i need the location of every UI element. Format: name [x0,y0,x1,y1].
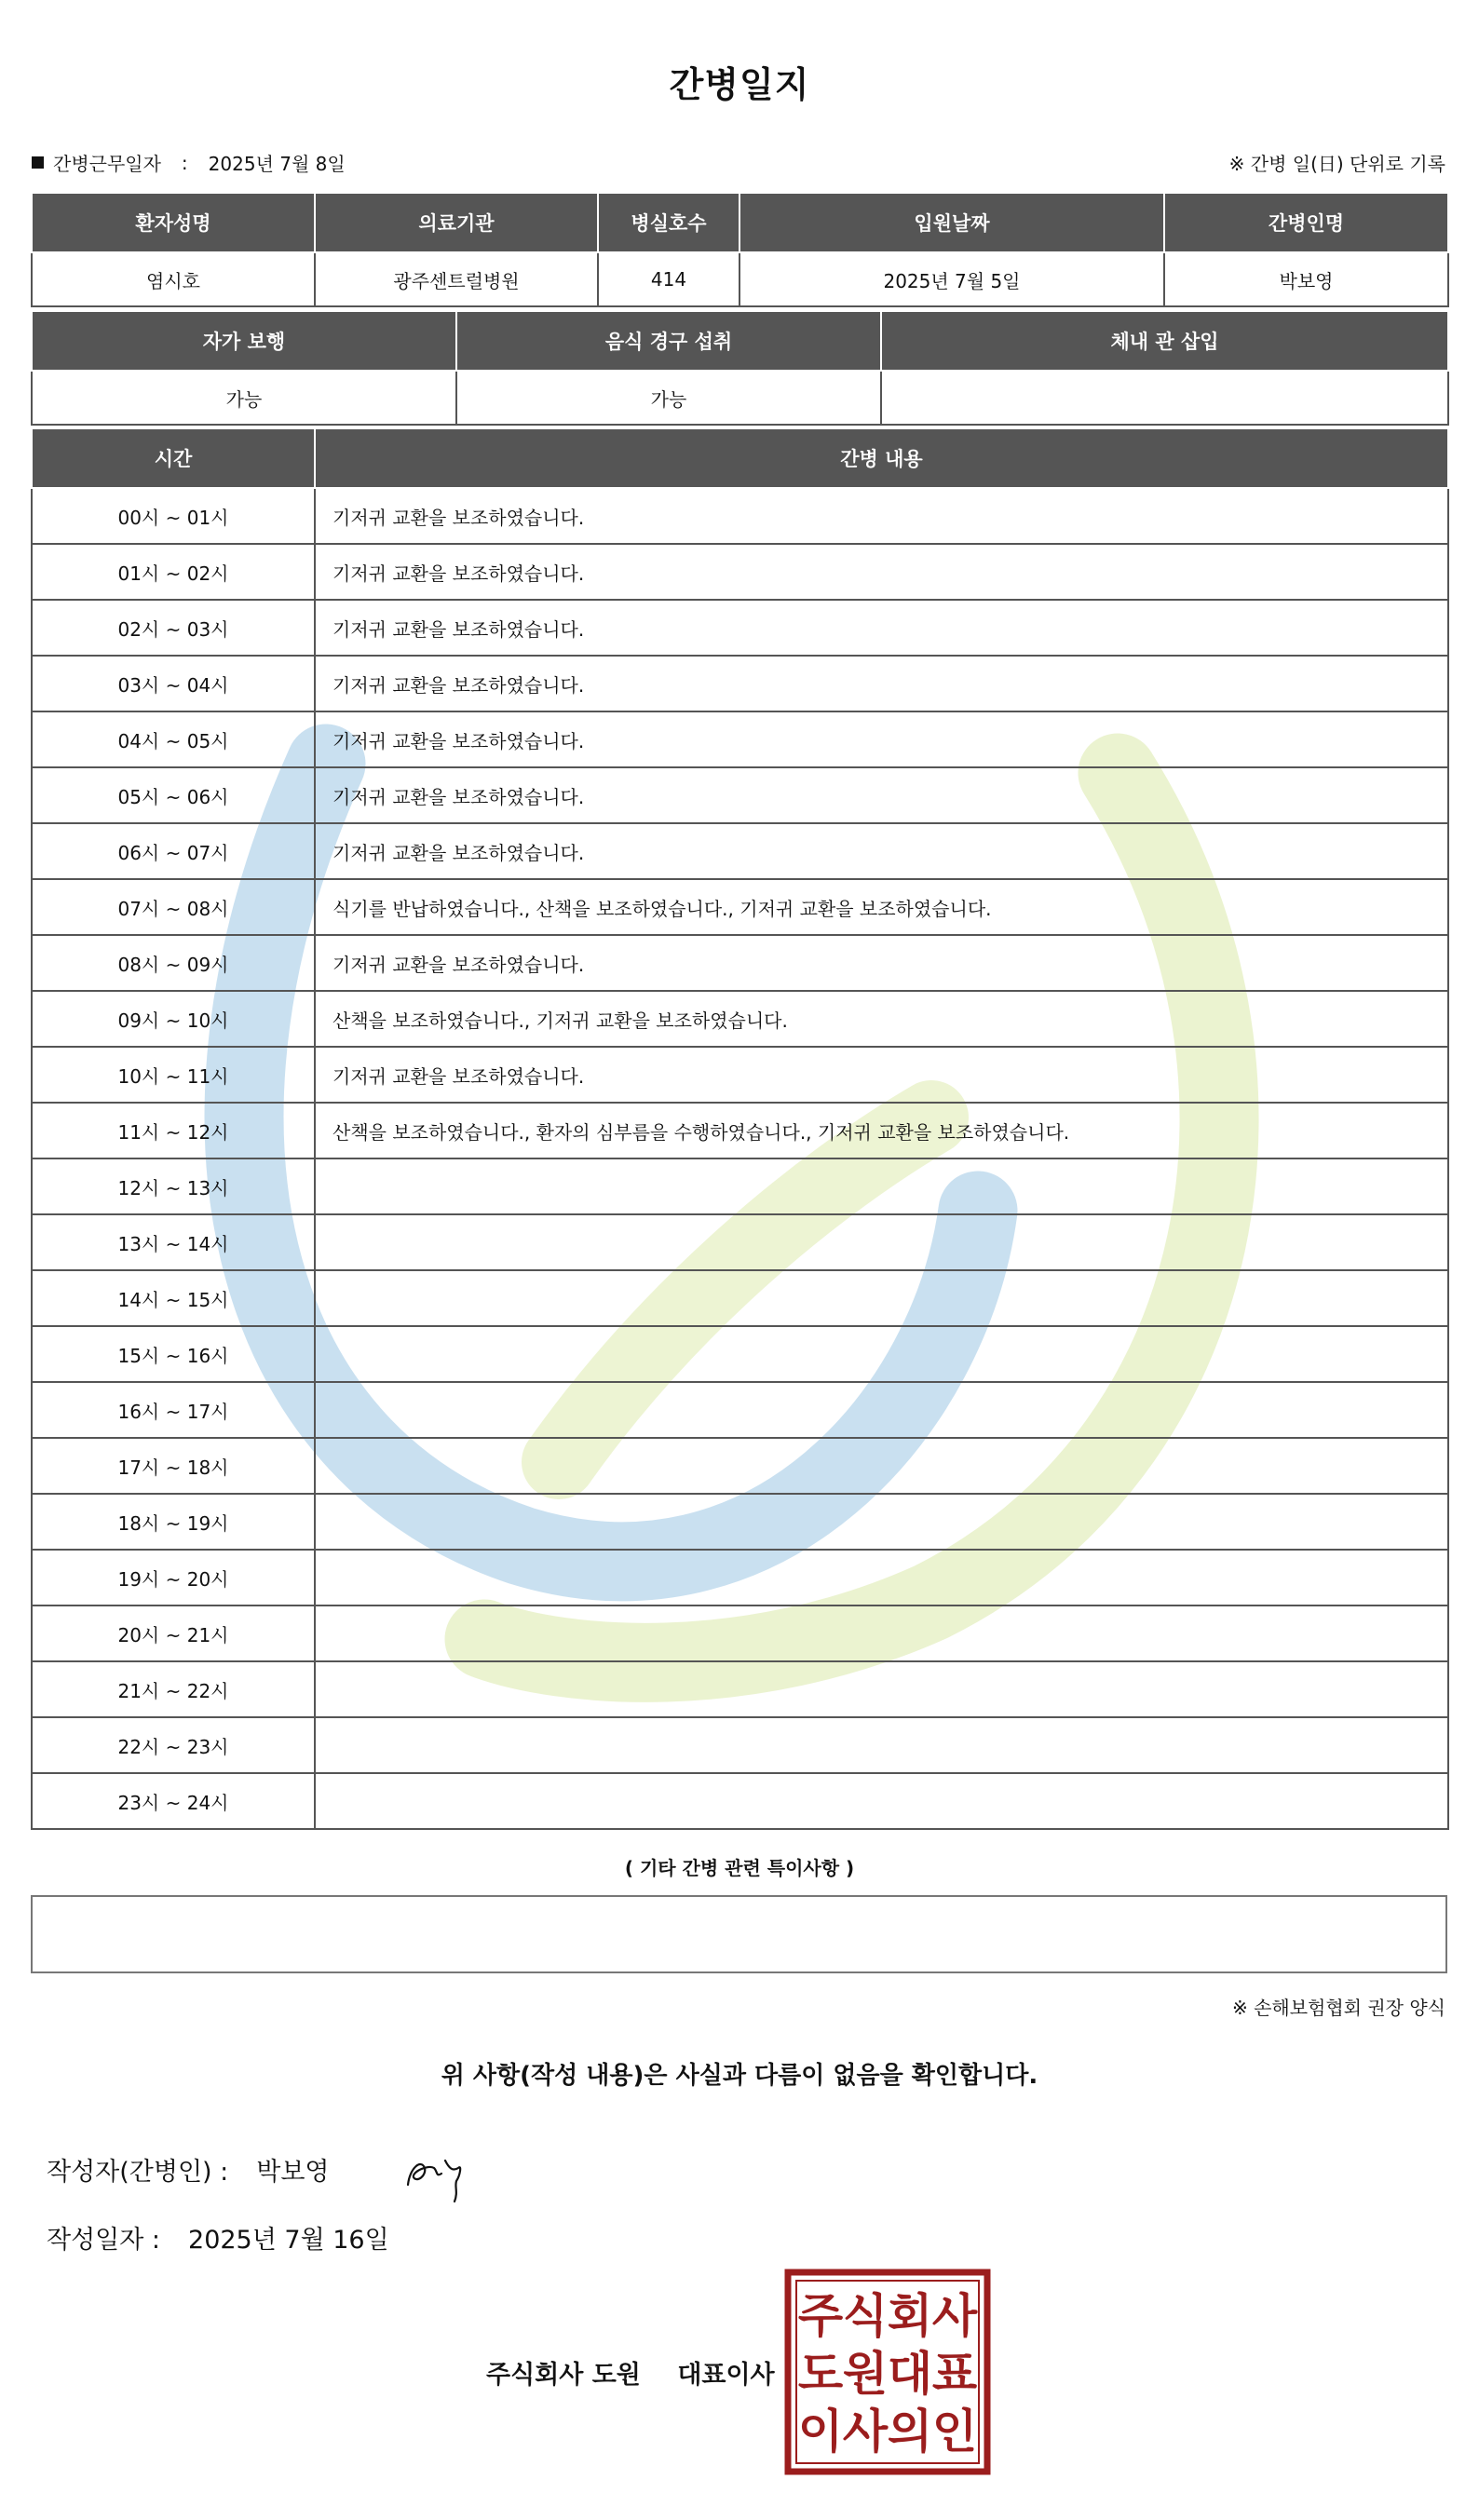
svg-text:사: 사 [931,2289,978,2343]
log-row [32,1550,1448,1605]
log-row [32,1773,1448,1829]
log-time: 02시 ~ 03시 [32,600,315,656]
svg-text:원: 원 [842,2347,889,2401]
representative-title: 대표이사 [677,2361,775,2390]
log-content: 기저귀 교환을 보조하였습니다. [315,656,1448,711]
writer-name: 박보영 [256,2158,330,2187]
header-oral-intake: 음식 경구 섭취 [456,311,881,371]
log-row [32,767,1448,823]
header-caregiver: 간병인명 [1164,193,1448,252]
log-row [32,1158,1448,1214]
log-content: 기저귀 교환을 보조하였습니다. [315,823,1448,879]
log-time: 16시 ~ 17시 [32,1382,315,1438]
log-content [315,1214,1448,1270]
log-time: 07시 ~ 08시 [32,879,315,935]
log-content: 기저귀 교환을 보조하였습니다. [315,1047,1448,1103]
confirmation-statement: 위 사항(작성 내용)은 사실과 다름이 없음을 확인합니다. [441,2062,1038,2090]
caregiver-name: 박보영 [1164,252,1448,306]
log-content [315,1438,1448,1494]
log-time: 13시 ~ 14시 [32,1214,315,1270]
page-title: 간병일지 [669,64,810,105]
log-content: 기저귀 교환을 보조하였습니다. [315,935,1448,991]
header-hospital: 의료기관 [315,193,598,252]
log-content [315,1326,1448,1382]
header-time: 시간 [32,428,315,488]
log-time: 18시 ~ 19시 [32,1494,315,1550]
company-name: 주식회사 도원 [486,2361,641,2390]
log-row [32,935,1448,991]
log-content: 산책을 보조하였습니다., 환자의 심부름을 수행하였습니다., 기저귀 교환을 보조하였습니다. [315,1103,1448,1158]
work-date-value: 2025년 7월 8일 [208,153,346,175]
remarks-box [31,1895,1447,1973]
header-patient-name: 환자성명 [32,193,315,252]
log-row [32,1214,1448,1270]
care-log-table [31,427,1449,1830]
header-self-walking: 자가 보행 [32,311,456,371]
svg-text:주: 주 [797,2289,844,2343]
log-content: 기저귀 교환을 보조하였습니다. [315,711,1448,767]
log-content: 기저귀 교환을 보조하였습니다. [315,600,1448,656]
log-row [32,1382,1448,1438]
log-time: 22시 ~ 23시 [32,1717,315,1773]
log-row [32,1270,1448,1326]
log-time: 10시 ~ 11시 [32,1047,315,1103]
log-content [315,1382,1448,1438]
log-content [315,1270,1448,1326]
company-seal-stamp [784,2269,991,2475]
room-number: 414 [598,252,740,306]
svg-text:식: 식 [842,2289,889,2343]
svg-text:도: 도 [797,2347,844,2401]
record-unit-note: ※ 간병 일(日) 단위로 기록 [1228,153,1445,175]
log-content: 산책을 보조하였습니다., 기저귀 교환을 보조하였습니다. [315,991,1448,1047]
log-time: 19시 ~ 20시 [32,1550,315,1605]
bullet-square-icon [32,156,44,169]
log-content [315,1550,1448,1605]
log-row [32,1605,1448,1661]
log-row [32,600,1448,656]
log-row [32,991,1448,1047]
writer-label: 작성자(간병인) : [47,2158,229,2187]
log-row [32,1326,1448,1382]
log-time: 09시 ~ 10시 [32,991,315,1047]
admission-date: 2025년 7월 5일 [740,252,1164,306]
hospital-name: 광주센트럴병원 [315,252,598,306]
log-row [32,1047,1448,1103]
log-content: 기저귀 교환을 보조하였습니다. [315,544,1448,600]
log-time: 21시 ~ 22시 [32,1661,315,1717]
log-content: 식기를 반납하였습니다., 산책을 보조하였습니다., 기저귀 교환을 보조하였습니다. [315,879,1448,935]
log-row [32,656,1448,711]
log-time: 06시 ~ 07시 [32,823,315,879]
log-time: 03시 ~ 04시 [32,656,315,711]
log-content: 기저귀 교환을 보조하였습니다. [315,767,1448,823]
log-row [32,1661,1448,1717]
log-content [315,1717,1448,1773]
log-content [315,1494,1448,1550]
header-tube-insertion: 체내 관 삽입 [881,311,1448,371]
company-signoff [486,2354,775,2391]
log-row [32,879,1448,935]
handwritten-signature [400,2140,475,2205]
patient-name: 염시호 [32,252,315,306]
log-row [32,1494,1448,1550]
log-content [315,1773,1448,1829]
log-row [32,544,1448,600]
header-room: 병실호수 [598,193,740,252]
remarks-title: ( 기타 간병 관련 특이사항 ) [624,1857,855,1879]
log-time: 15시 ~ 16시 [32,1326,315,1382]
log-time: 05시 ~ 06시 [32,767,315,823]
log-time: 23시 ~ 24시 [32,1773,315,1829]
log-content [315,1158,1448,1214]
svg-text:사: 사 [842,2405,889,2459]
svg-text:인: 인 [931,2405,978,2459]
written-date-row [47,2219,389,2256]
svg-text:표: 표 [931,2347,978,2401]
oral-intake-value: 가능 [456,371,881,425]
self-walking-value: 가능 [32,371,456,425]
log-row [32,823,1448,879]
patient-status-table [31,310,1449,426]
tube-insertion-value [881,371,1448,425]
log-content [315,1661,1448,1717]
log-row [32,1717,1448,1773]
svg-text:의: 의 [887,2405,933,2459]
log-time: 00시 ~ 01시 [32,488,315,544]
svg-text:대: 대 [887,2347,933,2401]
log-content [315,1605,1448,1661]
log-time: 12시 ~ 13시 [32,1158,315,1214]
work-date-row [32,149,346,176]
patient-info-table [31,192,1449,307]
log-row [32,711,1448,767]
log-row [32,488,1448,544]
form-source-note: ※ 손해보험협회 권장 양식 [1231,1997,1445,2019]
log-time: 08시 ~ 09시 [32,935,315,991]
log-time: 17시 ~ 18시 [32,1438,315,1494]
log-time: 01시 ~ 02시 [32,544,315,600]
log-time: 14시 ~ 15시 [32,1270,315,1326]
log-row [32,1103,1448,1158]
log-content: 기저귀 교환을 보조하였습니다. [315,488,1448,544]
svg-text:이: 이 [797,2405,844,2459]
work-date-separator: : [181,151,188,174]
header-care-content: 간병 내용 [315,428,1448,488]
log-time: 04시 ~ 05시 [32,711,315,767]
written-date-value: 2025년 7월 16일 [188,2226,389,2255]
log-time: 20시 ~ 21시 [32,1605,315,1661]
work-date-label: 간병근무일자 [53,153,161,175]
log-row [32,1438,1448,1494]
writer-row [47,2151,330,2188]
svg-text:회: 회 [887,2289,933,2343]
written-date-label: 작성일자 : [47,2226,161,2255]
log-time: 11시 ~ 12시 [32,1103,315,1158]
header-admission-date: 입원날짜 [740,193,1164,252]
